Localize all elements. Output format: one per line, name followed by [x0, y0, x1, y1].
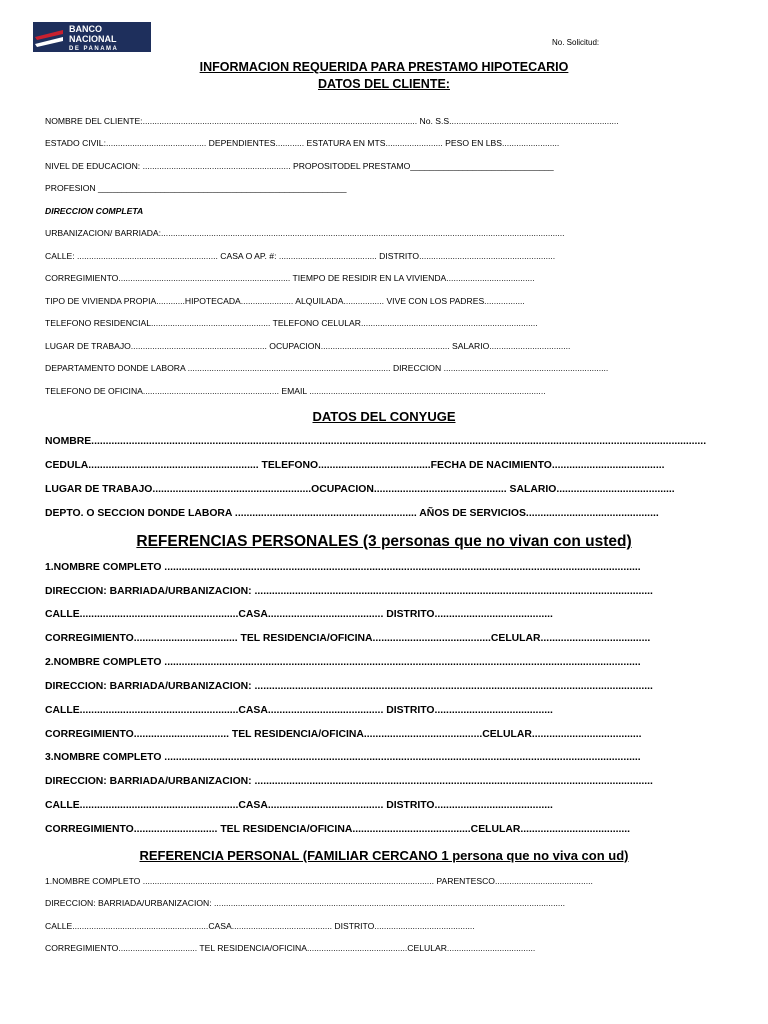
logo-text-line1: BANCO	[69, 24, 102, 34]
field-familiar-calle[interactable]: CALLE.........................................................CASA.......................................... DISTRITO..........................................	[45, 921, 475, 931]
field-ref3-direccion[interactable]: DIRECCION: BARRIADA/URBANIZACION: ..........................................................................................................................................	[45, 776, 653, 787]
field-lugar-trabajo[interactable]: LUGAR DE TRABAJO......................................................... OCUPACION...................................................... SALARIO..................................	[45, 341, 571, 351]
direccion-completa-label: DIRECCION COMPLETA	[45, 206, 144, 216]
field-tipo-vivienda[interactable]: TIPO DE VIVIENDA PROPIA............HIPOTECADA...................... ALQUILADA................. VIVE CON LOS PADRES.................	[45, 296, 525, 306]
field-ref1-calle[interactable]: CALLE.......................................................CASA........................................ DISTRITO.........................................	[45, 609, 553, 620]
field-conyuge-cedula[interactable]: CEDULA........................................................... TELEFONO.......................................FECHA DE NACIMIENTO.......................................	[45, 460, 665, 471]
field-ref1-corregimiento[interactable]: CORREGIMIENTO.................................... TEL RESIDENCIA/OFICINA.........................................CELULAR......................................	[45, 633, 651, 644]
field-ref2-direccion[interactable]: DIRECCION: BARRIADA/URBANIZACION: ..........................................................................................................................................	[45, 681, 653, 692]
field-conyuge-lugar-trabajo[interactable]: LUGAR DE TRABAJO.......................................................OCUPACION.............................................. SALARIO.........................................	[45, 484, 675, 495]
form-subtitle: DATOS DEL CLIENTE:	[318, 77, 450, 91]
field-ref3-nombre[interactable]: 3.NOMBRE COMPLETO .....................................................................................................................................................................	[45, 752, 641, 763]
field-ref2-corregimiento[interactable]: CORREGIMIENTO................................. TEL RESIDENCIA/OFICINA.........................................CELULAR......................................	[45, 729, 642, 740]
field-nivel-educacion[interactable]: NIVEL DE EDUCACION: .............................................................. PROPOSITODEL PRESTAMO______________________________	[45, 161, 554, 171]
field-ref3-corregimiento[interactable]: CORREGIMIENTO............................. TEL RESIDENCIA/OFICINA.........................................CELULAR......................................	[45, 824, 631, 835]
field-familiar-corregimiento[interactable]: CORREGIMIENTO................................. TEL RESIDENCIA/OFICINA..........................................CELULAR.....................................	[45, 943, 536, 953]
solicitud-label: No. Solicitud:	[552, 38, 600, 47]
field-conyuge-nombre[interactable]: NOMBRE.....................................................................................................................................................................................................................	[45, 436, 707, 447]
field-profesion[interactable]: PROFESION ____________________________________________________	[45, 183, 347, 193]
field-telefono-residencial[interactable]: TELEFONO RESIDENCIAL.................................................. TELEFONO CELULAR..........................................................................	[45, 318, 538, 328]
conyuge-section-title: DATOS DEL CONYUGE	[312, 409, 456, 424]
field-familiar-direccion[interactable]: DIRECCION: BARRIADA/URBANIZACION: ...................................................................................................................................................	[45, 898, 566, 908]
field-estado-civil[interactable]: ESTADO CIVIL:.......................................... DEPENDIENTES............ ESTATURA EN MTS........................ PESO EN LBS........................	[45, 138, 560, 148]
field-familiar-nombre[interactable]: 1.NOMBRE COMPLETO .......................................................................................................................... PARENTESCO.........................................	[45, 876, 593, 886]
field-ref3-calle[interactable]: CALLE.......................................................CASA........................................ DISTRITO.........................................	[45, 800, 553, 811]
field-ref2-calle[interactable]: CALLE.......................................................CASA........................................ DISTRITO.........................................	[45, 705, 553, 716]
field-nombre-cliente[interactable]: NOMBRE DEL CLIENTE:................................................................................................................... No. S.S.......................................................................	[45, 116, 619, 126]
field-ref1-direccion[interactable]: DIRECCION: BARRIADA/URBANIZACION: ..........................................................................................................................................	[45, 586, 653, 597]
field-calle[interactable]: CALLE: ........................................................... CASA O AP. #: ......................................... DISTRITO.........................................................	[45, 251, 556, 261]
familiar-section-title: REFERENCIA PERSONAL (FAMILIAR CERCANO 1 persona que no viva con ud)	[139, 848, 629, 863]
bank-logo	[33, 22, 151, 52]
logo-text-line3: DE PANAMA	[69, 46, 119, 52]
field-telefono-oficina[interactable]: TELEFONO DE OFICINA......................................................... EMAIL ...................................................................................................	[45, 386, 546, 396]
form-title: INFORMACION REQUERIDA PARA PRESTAMO HIPOTECARIO	[199, 60, 569, 74]
referencias-section-title: REFERENCIAS PERSONALES (3 personas que no vivan con usted)	[136, 533, 632, 550]
field-corregimiento[interactable]: CORREGIMIENTO........................................................................ TIEMPO DE RESIDIR EN LA VIVIENDA.....................................	[45, 273, 535, 283]
field-ref2-nombre[interactable]: 2.NOMBRE COMPLETO .....................................................................................................................................................................	[45, 657, 641, 668]
field-ref1-nombre[interactable]: 1.NOMBRE COMPLETO .....................................................................................................................................................................	[45, 562, 641, 573]
logo-text-line2: NACIONAL	[69, 34, 117, 44]
field-conyuge-depto[interactable]: DEPTO. O SECCION DONDE LABORA ............................................................... AÑOS DE SERVICIOS..............................................	[45, 508, 659, 519]
field-departamento[interactable]: DEPARTAMENTO DONDE LABORA ..................................................................................... DIRECCION .....................................................................	[45, 363, 609, 373]
field-urbanizacion[interactable]: URBANIZACION/ BARRIADA:.........................................................................................................................................................................	[45, 228, 565, 238]
